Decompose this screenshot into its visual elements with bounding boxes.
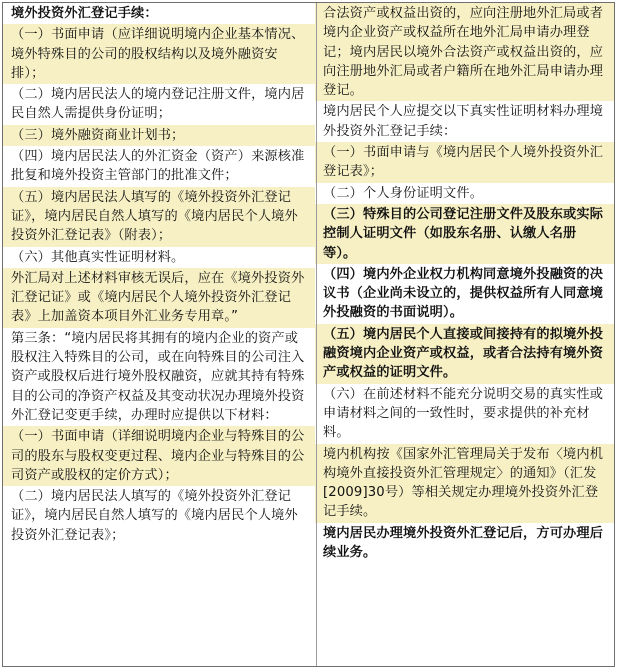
right-column	[315, 3, 614, 666]
right-paragraph: （六）在前述材料不能充分说明交易的真实性或申请材料之间的一致性时，要求提供的补充材料。	[322, 386, 604, 441]
right-paragraph: 境内居民个人应提交以下真实性证明材料办理境外投资外汇登记手续：	[322, 104, 604, 139]
right-paragraph: （五）境内居民个人直接或间接持有的拟境外投融资境内企业资产或权益，或者合法持有境外资产或权益的证明文件。	[315, 324, 614, 384]
right-paragraph: （三）特殊目的公司登记注册文件及股东或实际控制人证明文件（如股东名册、认缴人名册等）。	[315, 204, 614, 264]
left-paragraph: （二）境内居民法人填写的《境外投资外汇登记证》，境内居民自然人填写的《境内居民个人境外投资外汇登记表》；	[11, 489, 298, 543]
right-paragraph: 境内居民办理境外投资外汇登记后，方可办理后续业务。	[322, 525, 604, 561]
right-paragraph: （二）个人身份证明文件。	[322, 185, 484, 201]
left-paragraph: 第三条：“境内居民将其拥有的境内企业的资产或股权注入特殊目的公司，或在向特殊目的公司注入资产或股权后进行境外股权融资，应就其持有特殊目的公司的净资产权益及其变动状况办理境外投资外汇登记变更手续，办理时应提供以下材料：	[11, 330, 305, 423]
left-paragraph: 境外投资外汇登记手续：	[11, 6, 158, 21]
column-separator	[316, 3, 317, 666]
document-frame	[2, 2, 615, 667]
left-paragraph: （二）境内居民法人的境内登记注册文件，境内居民自然人需提供身份证明；	[11, 87, 305, 122]
left-paragraph: 外汇局对上述材料审核无误后，应在《境外投资外汇登记证》或《境内居民个人境外投资外汇登记表》上加盖资本项目外汇业务专用章。”	[3, 268, 315, 328]
left-paragraph: （一）书面申请（详细说明境内企业与特殊目的公司的股东与股权变更过程、境内企业与特殊目的公司资产或股权的定价方式）；	[3, 426, 315, 486]
right-paragraph: （四）境内外企业权力机构同意境外投融资的决议书（企业尚未设立的，提供权益所有人同意境外投融资的书面说明）。	[322, 266, 604, 321]
left-paragraph: （一）书面申请（应详细说明境内企业基本情况、境外特殊目的公司的股权结构以及境外融资安排）；	[3, 24, 315, 84]
left-paragraph: （四）境内居民法人的外汇资金（资产）来源核准批复和境外投资主管部门的批准文件；	[11, 149, 305, 184]
left-paragraph: （五）境内居民法人填写的《境外投资外汇登记证》，境内居民自然人填写的《境内居民个人境外投资外汇登记表》（附表）；	[3, 187, 315, 247]
left-column	[3, 3, 315, 666]
left-paragraph: （三）境外融资商业计划书；	[3, 125, 315, 146]
right-paragraph: 境内机构按《国家外汇管理局关于发布〈境内机构境外直接投资外汇管理规定〉的通知》（汇发[2009]30号）等相关规定办理境外投资外汇登记手续。	[315, 444, 614, 523]
left-paragraph: （六）其他真实性证明材料。	[11, 249, 185, 265]
right-paragraph: 合法资产或权益出资的，应向注册地外汇局或者境内企业资产或权益所在地外汇局申请办理登记；境内居民以境外合法资产或权益出资的，应向注册地外汇局或者户籍所在地外汇局申请办理登记。	[315, 3, 614, 101]
right-paragraph: （一）书面申请与《境内居民个人境外投资外汇登记表》；	[315, 142, 614, 183]
